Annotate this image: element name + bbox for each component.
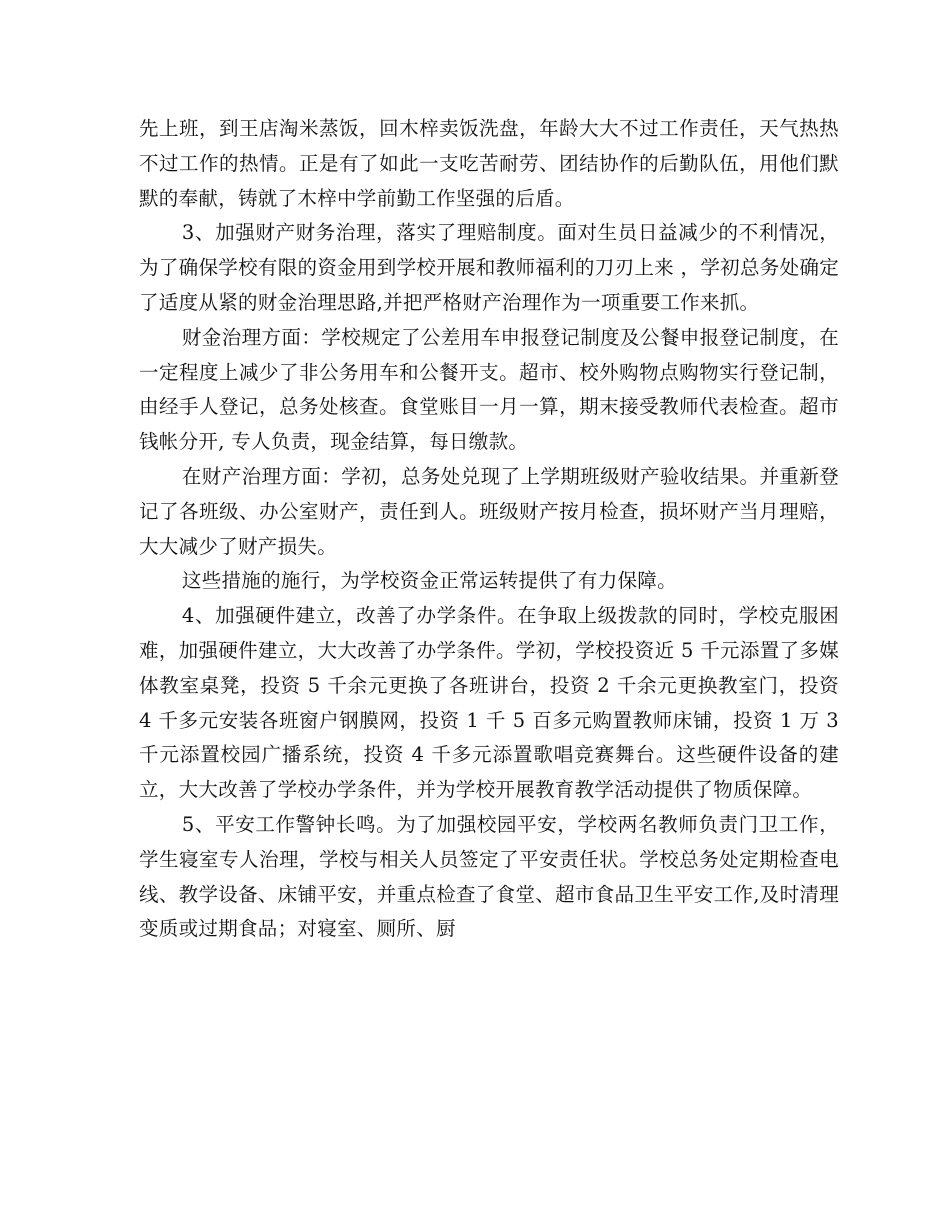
paragraph-property-management: 在财产治理方面：学初，总务处兑现了上学期班级财产验收结果。并重新登记了各班级、办公室财产，责任到人。班级财产按月检查，损坏财产当月理赔，大大减少了财产损失。 (139, 464, 839, 558)
document-body (139, 112, 839, 947)
paragraph-hardware-construction: 4、加强硬件建立，改善了办学条件。在争取上级拨款的同时，学校克服困难，加强硬件建立，大大改善了办学条件。学初，学校投资近 5 千元添置了多媒体教室桌凳，投资 5 千余元更换了各班讲台，投资 2 千余元更换教室门，投资 4 千多元安装各班窗户钢膜网，投资 1 千 5 百多元购置教师床铺，投资 1 万 3 千元添置校园广播系统，投资 4 千多元添置歌唱竞赛舞台。这些硬件设备的建立，大大改善了学校办学条件，并为学校开展教育教学活动提供了物质保障。 (139, 604, 839, 802)
paragraph-safety-work: 5、平安工作警钟长鸣。为了加强校园平安，学校两名教师负责门卫工作，学生寝室专人治理，学校与相关人员签定了平安责任状。学校总务处定期检查电线、教学设备、床铺平安，并重点检查了食堂、超市食品卫生平安工作,及时清理变质或过期食品；对寝室、厕所、厨 (139, 812, 839, 941)
paragraph-measures-summary: 这些措施的施行，为学校资金正常运转提供了有力保障。 (181, 569, 677, 593)
paragraph-finance-management: 3、加强财产财务治理，落实了理赔制度。面对生员日益减少的不利情况，为了确保学校有限的资金用到学校开展和教师福利的刀刃上来 ，学初总务处确定了适度从紧的财金治理思路,并把严格财产治理作为一项重要工作来抓。 (139, 221, 839, 314)
paragraph-continuation: 先上班，到王店淘米蒸饭，回木梓卖饭洗盘，年龄大大不过工作责任，天气热热不过工作的热情。正是有了如此一支吃苦耐劳、团结协作的后勤队伍，用他们默默的奉献，铸就了木梓中学前勤工作坚强的后盾。 (139, 117, 839, 210)
paragraph-funds-management: 财金治理方面：学校规定了公差用车申报登记制度及公餐申报登记制度，在一定程度上减少了非公务用车和公餐开支。超市、校外购物点购物实行登记制，由经手人登记，总务处核查。食堂账目一月一算，期末接受教师代表检查。超市钱帐分开, 专人负责，现金结算，每日缴款。 (139, 325, 839, 454)
